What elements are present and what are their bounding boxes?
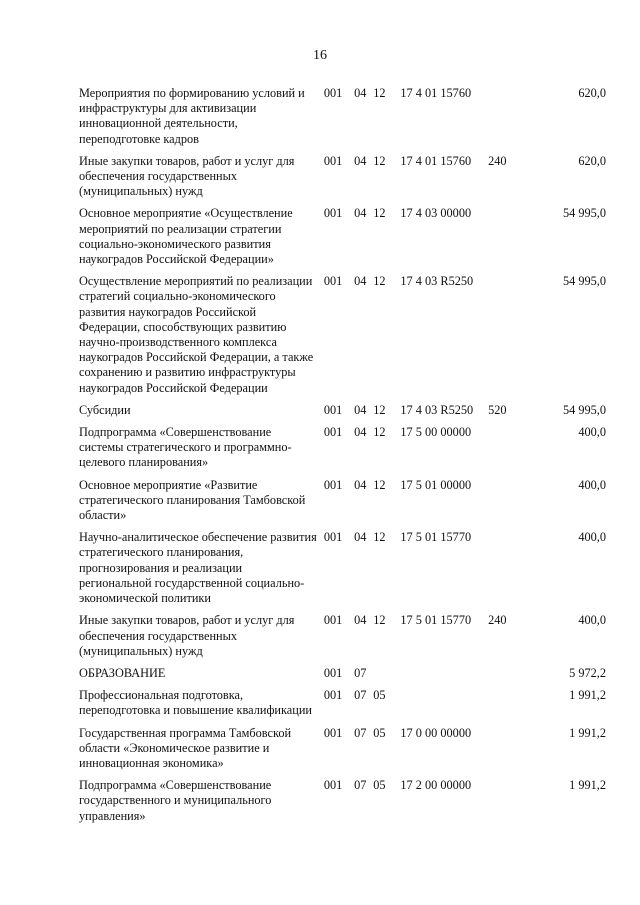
row-name-text: Подпрограмма «Совершенствование системы стратегического и программно-целевого планирования» — [79, 425, 292, 470]
ministry-code-text: 001 — [323, 778, 343, 793]
expense-type-code — [488, 425, 520, 478]
amount — [520, 403, 606, 425]
target-article-code-text: 17 4 01 15760 — [400, 153, 472, 168]
amount-text: 400,0 — [578, 530, 606, 545]
amount — [520, 666, 606, 688]
amount — [520, 425, 606, 478]
expense-type-code-text: 240 — [488, 613, 507, 628]
target-article-code — [400, 478, 488, 531]
section-code — [354, 778, 373, 831]
section-code — [354, 530, 373, 613]
amount-text: 1 991,2 — [569, 778, 606, 793]
row-name — [79, 666, 324, 688]
subsection-code-text: 12 — [373, 477, 386, 492]
row-name — [79, 478, 324, 531]
subsection-code — [373, 666, 400, 688]
target-article-code — [400, 726, 488, 779]
table-row — [79, 425, 606, 478]
target-article-code — [400, 206, 488, 274]
subsection-code-text: 12 — [373, 530, 386, 545]
amount — [520, 274, 606, 403]
target-article-code-text: 17 0 00 00000 — [400, 725, 472, 740]
row-name — [79, 778, 324, 831]
amount-text: 1 991,2 — [569, 725, 606, 740]
amount-text: 620,0 — [578, 86, 606, 100]
section-code — [354, 613, 373, 666]
amount — [520, 688, 606, 725]
expense-type-code — [488, 154, 520, 207]
target-article-code — [400, 688, 488, 725]
table-row — [79, 206, 606, 274]
page-number: 16 — [313, 48, 327, 63]
section-code — [354, 86, 373, 154]
subsection-code-text: 05 — [373, 688, 386, 703]
subsection-code — [373, 726, 400, 779]
section-code — [354, 666, 373, 688]
target-article-code-text: 17 2 00 00000 — [400, 778, 472, 793]
target-article-code-text: 17 4 03 00000 — [400, 206, 472, 221]
target-article-code-text: 17 5 01 15770 — [400, 613, 472, 628]
ministry-code-text: 001 — [323, 274, 343, 289]
row-name-text: Иные закупки товаров, работ и услуг для обеспечения государственных (муниципальных) нужд — [79, 153, 295, 199]
target-article-code-text: 17 4 01 15760 — [400, 86, 472, 100]
amount — [520, 478, 606, 531]
section-code — [354, 154, 373, 207]
row-name-text: Научно-аналитическое обеспечение развития стратегического планирования, прогнозирования и реализации региональной государственной социально-экономической политики — [79, 530, 317, 606]
ministry-code — [324, 154, 354, 207]
row-name — [79, 403, 324, 425]
amount-text: 5 972,2 — [569, 665, 606, 680]
row-name-text: Профессиональная подготовка, переподготовка и повышение квалификации — [79, 688, 312, 718]
section-code — [354, 726, 373, 779]
amount — [520, 86, 606, 154]
row-name-text: ОБРАЗОВАНИЕ — [79, 665, 166, 680]
section-code-text: 04 — [354, 274, 367, 289]
ministry-code-text: 001 — [323, 477, 343, 492]
ministry-code — [324, 666, 354, 688]
subsection-code-text: 12 — [373, 206, 386, 221]
target-article-code — [400, 778, 488, 831]
subsection-code — [373, 154, 400, 207]
ministry-code — [324, 778, 354, 831]
amount-text: 400,0 — [578, 613, 606, 628]
amount — [520, 726, 606, 779]
section-code — [354, 403, 373, 425]
row-name — [79, 688, 324, 725]
target-article-code-text: 17 5 01 15770 — [400, 530, 472, 545]
section-code-text: 04 — [354, 425, 367, 440]
section-code-text: 04 — [354, 613, 367, 628]
target-article-code — [400, 403, 488, 425]
amount-text: 1 991,2 — [569, 688, 606, 703]
ministry-code — [324, 613, 354, 666]
subsection-code-text: 12 — [373, 274, 386, 289]
expense-type-code — [488, 688, 520, 725]
amount-text: 54 995,0 — [562, 402, 606, 417]
amount-text: 400,0 — [578, 425, 606, 440]
section-code-text: 04 — [354, 86, 367, 100]
table-row — [79, 688, 606, 725]
expense-type-code — [488, 86, 520, 154]
row-name-text: Основное мероприятие «Развитие стратегического планирования Тамбовской области» — [79, 477, 306, 523]
subsection-code-text: 12 — [373, 613, 386, 628]
ministry-code — [324, 274, 354, 403]
expense-type-code — [488, 206, 520, 274]
table-row — [79, 613, 606, 666]
row-name — [79, 425, 324, 478]
subsection-code-text: 05 — [373, 778, 386, 793]
ministry-code-text: 001 — [323, 206, 343, 221]
subsection-code — [373, 478, 400, 531]
subsection-code-text: 12 — [373, 153, 386, 168]
amount — [520, 206, 606, 274]
table-row — [79, 666, 606, 688]
row-name-text: Осуществление мероприятий по реализации стратегий социально-экономического развития наукоградов Российской Федерации, способствующих развитию научно-производственного комплекса наукоградов Российской Федерации, а также сохранению и развитию инфраструктуры наукоградов Российской Федерации — [79, 274, 314, 395]
amount — [520, 530, 606, 613]
row-name-text: Иные закупки товаров, работ и услуг для обеспечения государственных (муниципальных) нужд — [79, 613, 295, 658]
subsection-code — [373, 688, 400, 725]
section-code — [354, 688, 373, 725]
table-row — [79, 726, 606, 779]
subsection-code — [373, 206, 400, 274]
ministry-code — [324, 425, 354, 478]
section-code — [354, 478, 373, 531]
amount-text: 54 995,0 — [562, 206, 606, 221]
table-row — [79, 530, 606, 613]
subsection-code-text: 12 — [373, 425, 386, 440]
row-name — [79, 726, 324, 779]
target-article-code-text: 17 5 00 00000 — [400, 425, 472, 440]
row-name — [79, 86, 324, 154]
section-code-text: 07 — [354, 688, 367, 703]
expense-type-code — [488, 666, 520, 688]
ministry-code-text: 001 — [323, 425, 343, 440]
row-name-text: Мероприятия по формированию условий и инфраструктуры для активизации инновационной деятельности, переподготовке кадров — [79, 86, 305, 146]
target-article-code — [400, 154, 488, 207]
amount-text: 400,0 — [578, 477, 606, 492]
row-name — [79, 530, 324, 613]
amount-text: 54 995,0 — [562, 274, 606, 289]
subsection-code — [373, 403, 400, 425]
section-code-text: 04 — [354, 153, 367, 168]
ministry-code-text: 001 — [323, 725, 343, 740]
target-article-code — [400, 530, 488, 613]
ministry-code — [324, 530, 354, 613]
table-row — [79, 274, 606, 403]
section-code — [354, 274, 373, 403]
row-name-text: Субсидии — [79, 402, 131, 417]
row-name — [79, 154, 324, 207]
subsection-code-text: 12 — [373, 402, 386, 417]
ministry-code — [324, 478, 354, 531]
row-name-text: Подпрограмма «Совершенствование государственного и муниципального управления» — [79, 778, 272, 823]
table-row — [79, 403, 606, 425]
section-code-text: 07 — [354, 665, 367, 680]
ministry-code-text: 001 — [323, 665, 343, 680]
section-code-text: 04 — [354, 530, 367, 545]
section-code-text: 07 — [354, 778, 367, 793]
expense-type-code — [488, 726, 520, 779]
subsection-code — [373, 274, 400, 403]
budget-table — [79, 86, 606, 831]
row-name — [79, 613, 324, 666]
ministry-code-text: 001 — [323, 530, 343, 545]
table-row — [79, 478, 606, 531]
subsection-code — [373, 530, 400, 613]
ministry-code-text: 001 — [323, 613, 343, 628]
row-name-text: Государственная программа Тамбовской области «Экономическое развитие и инновационная экономика» — [79, 725, 292, 770]
ministry-code — [324, 206, 354, 274]
target-article-code — [400, 613, 488, 666]
expense-type-code — [488, 530, 520, 613]
subsection-code-text: 05 — [373, 725, 386, 740]
target-article-code-text: 17 4 03 R5250 — [400, 274, 474, 289]
section-code-text: 04 — [354, 206, 367, 221]
target-article-code-text: 17 4 03 R5250 — [400, 402, 474, 417]
amount-text: 620,0 — [578, 153, 606, 168]
table-row — [79, 778, 606, 831]
expense-type-code-text: 520 — [488, 402, 507, 417]
amount — [520, 613, 606, 666]
ministry-code-text: 001 — [323, 153, 343, 168]
row-name — [79, 206, 324, 274]
amount — [520, 154, 606, 207]
target-article-code — [400, 666, 488, 688]
ministry-code — [324, 86, 354, 154]
subsection-code — [373, 86, 400, 154]
section-code-text: 04 — [354, 402, 367, 417]
subsection-code — [373, 613, 400, 666]
expense-type-code — [488, 403, 520, 425]
expense-type-code — [488, 778, 520, 831]
ministry-code — [324, 403, 354, 425]
section-code-text: 07 — [354, 725, 367, 740]
ministry-code-text: 001 — [323, 402, 343, 417]
target-article-code — [400, 425, 488, 478]
expense-type-code — [488, 613, 520, 666]
expense-type-code — [488, 274, 520, 403]
expense-type-code-text: 240 — [488, 153, 507, 168]
section-code — [354, 425, 373, 478]
section-code — [354, 206, 373, 274]
target-article-code-text: 17 5 01 00000 — [400, 477, 472, 492]
target-article-code — [400, 274, 488, 403]
ministry-code-text: 001 — [323, 688, 343, 703]
table-row — [79, 154, 606, 207]
budget-table-body — [79, 86, 606, 831]
expense-type-code — [488, 478, 520, 531]
table-row — [79, 86, 606, 154]
amount — [520, 778, 606, 831]
subsection-code — [373, 425, 400, 478]
section-code-text: 04 — [354, 477, 367, 492]
target-article-code — [400, 86, 488, 154]
subsection-code-text: 12 — [373, 86, 386, 100]
ministry-code-text: 001 — [323, 86, 343, 100]
ministry-code — [324, 688, 354, 725]
subsection-code — [373, 778, 400, 831]
row-name — [79, 274, 324, 403]
row-name-text: Основное мероприятие «Осуществление мероприятий по реализации стратегии социально-экономического развития наукоградов Российской Федерации» — [79, 206, 293, 267]
ministry-code — [324, 726, 354, 779]
